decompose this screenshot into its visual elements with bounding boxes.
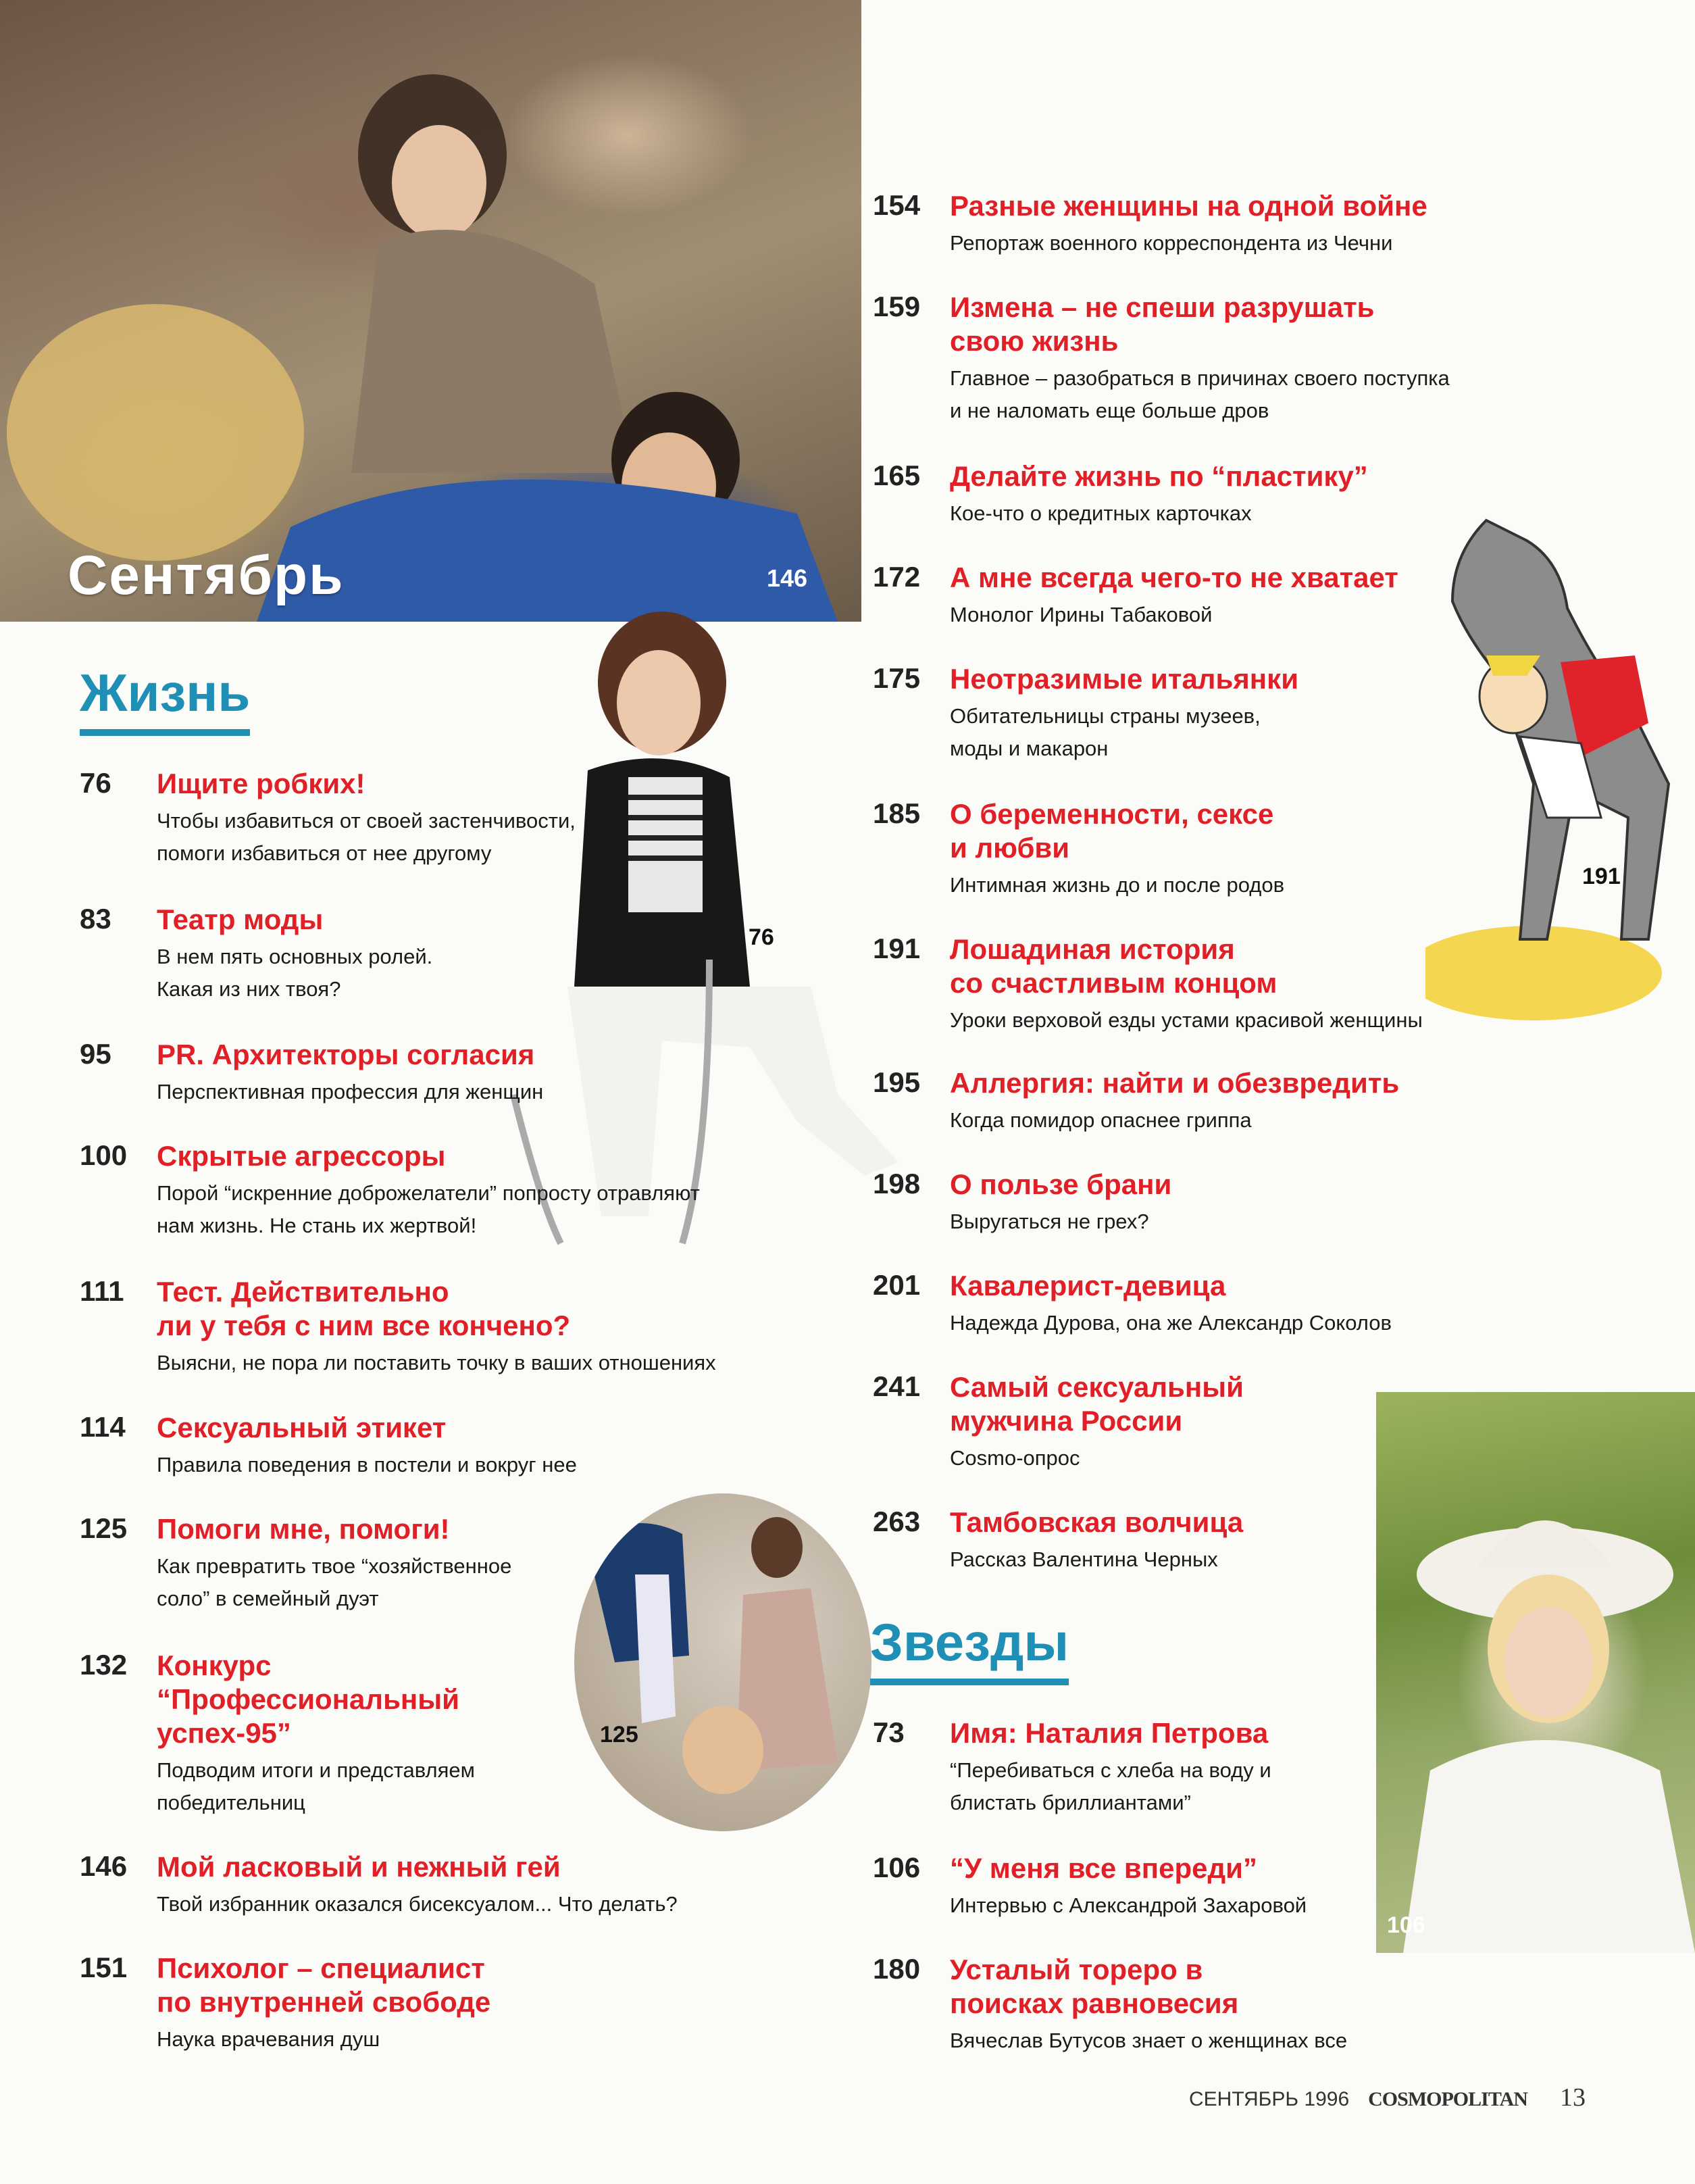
entry-description	[950, 700, 1298, 765]
entry-title	[950, 1953, 1347, 2020]
entry-desc-line: Cosmo-опрос	[950, 1446, 1080, 1470]
entry-desc-line: Когда помидор опаснее гриппа	[950, 1108, 1252, 1132]
entry-desc-line: Кое-что о кредитных карточках	[950, 501, 1252, 525]
entry-desc-line: Монолог Ирины Табаковой	[950, 603, 1213, 626]
entry-description	[950, 362, 1450, 427]
entry-title	[157, 1139, 700, 1173]
entry-page-number: 241	[873, 1370, 921, 1402]
toc-entry-76[interactable]	[80, 767, 576, 870]
section-life-label: Жизнь	[80, 663, 251, 722]
entry-title-line: Разные женщины на одной войне	[950, 190, 1427, 222]
entry-description	[950, 1543, 1243, 1576]
hero-photo	[0, 0, 861, 622]
entry-desc-line: помоги избавиться от нее другому	[157, 841, 492, 865]
entry-title	[157, 903, 432, 937]
entry-title-line: успех-95”	[157, 1717, 291, 1749]
entry-title-line: свою жизнь	[950, 325, 1119, 357]
entry-desc-line: Какая из них твоя?	[157, 977, 341, 1001]
toc-entry-172[interactable]	[873, 561, 1398, 631]
entry-title-line: Психолог – специалист	[157, 1952, 485, 1984]
entry-description	[950, 1004, 1423, 1037]
entry-title-line: и любви	[950, 832, 1070, 864]
entry-title-line: Конкурс	[157, 1649, 272, 1681]
entry-title-line: Помоги мне, помоги!	[157, 1513, 450, 1545]
entry-page-number: 195	[873, 1066, 921, 1098]
entry-page-number: 100	[80, 1139, 128, 1171]
entry-desc-line: Интервью с Александрой Захаровой	[950, 1893, 1307, 1917]
entry-page-number: 151	[80, 1952, 128, 1983]
horse-jockey-illustration	[1425, 500, 1695, 1061]
entry-page-number: 159	[873, 291, 921, 322]
entry-page-number: 165	[873, 460, 921, 491]
entry-title	[950, 1370, 1244, 1438]
toc-entry-111[interactable]	[80, 1275, 716, 1379]
entry-description	[157, 2023, 490, 2056]
toc-entry-114[interactable]	[80, 1411, 577, 1481]
entry-desc-line: Вячеслав Бутусов знает о женщинах все	[950, 2029, 1348, 2052]
entry-title	[157, 1275, 716, 1343]
laundry-circle-photo	[574, 1493, 871, 1831]
entry-title-line: Сексуальный этикет	[157, 1412, 447, 1443]
entry-desc-line: Правила поведения в постели и вокруг нее	[157, 1453, 577, 1476]
section-underline	[80, 729, 250, 736]
entry-page-number: 191	[873, 933, 921, 964]
entry-title-line: ли у тебя с ним все кончено?	[157, 1310, 571, 1341]
entry-title	[950, 1852, 1307, 1885]
toc-entry-180[interactable]	[873, 1953, 1347, 2057]
toc-entry-100[interactable]	[80, 1139, 700, 1242]
entry-title	[950, 933, 1423, 1000]
entry-title	[157, 767, 576, 801]
entry-desc-line: Главное – разобраться в причинах своего поступка	[950, 366, 1450, 390]
entry-description	[950, 869, 1284, 901]
entry-title-line: поисках равновесия	[950, 1987, 1239, 2019]
entry-page-number: 83	[80, 903, 111, 935]
toc-entry-146[interactable]	[80, 1850, 678, 1920]
entry-title	[157, 1512, 511, 1546]
toc-entry-83[interactable]	[80, 903, 432, 1006]
entry-title-line: со счастливым концом	[950, 967, 1277, 999]
hat-woman-photo	[1376, 1392, 1695, 1953]
entry-desc-line: Подводим итоги и представляем	[157, 1758, 475, 1782]
entry-title-line: Измена – не спеши разрушать	[950, 291, 1375, 323]
entry-title	[950, 1716, 1271, 1750]
entry-description	[157, 1550, 511, 1615]
entry-desc-line: Порой “искренние доброжелатели” попросту отравляют	[157, 1181, 700, 1205]
entry-desc-line: Перспективная профессия для женщин	[157, 1080, 544, 1103]
entry-title	[950, 662, 1298, 696]
toc-entry-125[interactable]	[80, 1512, 511, 1615]
toc-entry-185[interactable]	[873, 797, 1284, 901]
entry-page-number: 106	[873, 1852, 921, 1883]
toc-entry-154[interactable]	[873, 189, 1427, 259]
entry-desc-line: Репортаж военного корреспондента из Чечни	[950, 231, 1393, 255]
entry-description	[157, 1754, 475, 1819]
entry-description	[950, 599, 1398, 631]
entry-title-line: Тамбовская волчица	[950, 1506, 1244, 1538]
entry-title	[157, 1411, 577, 1445]
entry-title-line: Ищите робких!	[157, 768, 365, 799]
toc-entry-195[interactable]	[873, 1066, 1399, 1137]
hat-woman-illustration	[1376, 1392, 1695, 1953]
entry-title-line: О беременности, сексе	[950, 798, 1274, 830]
entry-page-number: 172	[873, 561, 921, 593]
photo-page-76: 76	[749, 924, 774, 950]
entry-page-number: 76	[80, 767, 111, 799]
entry-page-number: 198	[873, 1168, 921, 1199]
couple-illustration	[0, 0, 861, 622]
entry-page-number: 201	[873, 1269, 921, 1301]
section-heading-life	[80, 662, 250, 736]
entry-description	[157, 805, 576, 870]
photo-page-106: 106	[1387, 1912, 1425, 1938]
toc-entry-198[interactable]	[873, 1168, 1171, 1238]
entry-description	[950, 1307, 1392, 1339]
entry-title	[157, 1038, 543, 1072]
entry-page-number: 263	[873, 1506, 921, 1537]
entry-desc-line: моды и макарон	[950, 737, 1109, 760]
toc-entry-263[interactable]	[873, 1506, 1243, 1576]
entry-title	[950, 1506, 1243, 1539]
entry-desc-line: Уроки верховой езды устами красивой женщины	[950, 1008, 1423, 1032]
entry-title	[950, 797, 1284, 865]
laundry-illustration	[574, 1493, 871, 1831]
entry-title	[157, 1952, 490, 2019]
entry-title-line: Усталый тореро в	[950, 1954, 1203, 1985]
entry-description	[157, 1888, 678, 1920]
entry-page-number: 132	[80, 1649, 128, 1681]
entry-title	[157, 1850, 678, 1884]
entry-description	[950, 1889, 1307, 1922]
entry-title-line: “Профессиональный	[157, 1683, 459, 1715]
entry-title-line: Театр моды	[157, 903, 324, 935]
entry-page-number: 125	[80, 1512, 128, 1544]
photo-page-125: 125	[600, 1722, 638, 1747]
toc-entry-201[interactable]	[873, 1269, 1392, 1339]
entry-title	[950, 460, 1368, 493]
entry-page-number: 154	[873, 189, 921, 221]
entry-description	[950, 1104, 1399, 1137]
footer-page-number: 13	[1559, 2083, 1586, 2112]
footer-date: СЕНТЯБРЬ 1996	[1189, 2088, 1350, 2110]
entry-title	[950, 189, 1427, 223]
section-underline	[870, 1679, 1069, 1685]
entry-title-line: Неотразимые итальянки	[950, 663, 1299, 695]
entry-desc-line: победительниц	[157, 1791, 305, 1814]
entry-description	[157, 941, 432, 1006]
entry-page-number: 111	[80, 1275, 124, 1307]
entry-desc-line: Выясни, не пора ли поставить точку в ваших отношениях	[157, 1351, 716, 1374]
entry-desc-line: нам жизнь. Не стань их жертвой!	[157, 1214, 477, 1237]
entry-desc-line: Чтобы избавиться от своей застенчивости,	[157, 809, 576, 833]
toc-entry-165[interactable]	[873, 460, 1368, 530]
toc-entry-106[interactable]	[873, 1852, 1307, 1922]
entry-desc-line: Интимная жизнь до и после родов	[950, 873, 1285, 897]
entry-description	[950, 497, 1368, 530]
entry-desc-line: соло” в семейный дуэт	[157, 1587, 379, 1610]
entry-description	[157, 1076, 543, 1108]
entry-description	[157, 1347, 716, 1379]
entry-desc-line: блистать бриллиантами”	[950, 1791, 1191, 1814]
hero-page-number: 146	[767, 564, 808, 592]
entry-description	[950, 1206, 1171, 1238]
entry-desc-line: Обитательницы страны музеев,	[950, 704, 1261, 728]
entry-title	[950, 1066, 1399, 1100]
entry-title-line: “У меня все впереди”	[950, 1852, 1257, 1884]
entry-desc-line: “Перебиваться с хлеба на воду и	[950, 1758, 1271, 1782]
section-heading-stars	[870, 1612, 1069, 1685]
section-stars-label: Звезды	[870, 1612, 1069, 1672]
toc-entry-241[interactable]	[873, 1370, 1244, 1474]
entry-desc-line: Выругаться не грех?	[950, 1210, 1149, 1233]
horse-drawing	[1425, 500, 1695, 1061]
entry-title-line: А мне всегда чего-то не хватает	[950, 562, 1398, 593]
entry-description	[950, 2025, 1347, 2057]
entry-desc-line: Наука врачевания душ	[157, 2027, 380, 2051]
entry-desc-line: Твой избранник оказался бисексуалом... Что делать?	[157, 1892, 678, 1916]
toc-entry-73[interactable]	[873, 1716, 1271, 1819]
footer-brand-logo: COSMOPOLITAN	[1368, 2088, 1527, 2110]
entry-title-line: Аллергия: найти и обезвредить	[950, 1067, 1400, 1099]
toc-entry-151[interactable]	[80, 1952, 490, 2056]
entry-desc-line: В нем пять основных ролей.	[157, 945, 433, 968]
page-footer	[1189, 2083, 1586, 2112]
entry-title	[157, 1649, 475, 1750]
entry-page-number: 114	[80, 1411, 126, 1443]
entry-title-line: PR. Архитекторы согласия	[157, 1039, 535, 1070]
entry-title-line: по внутренней свободе	[157, 1986, 491, 2018]
entry-desc-line: Надежда Дурова, она же Александр Соколов	[950, 1311, 1392, 1335]
entry-description	[950, 227, 1427, 259]
hero-month-title: Сентябрь	[68, 545, 345, 606]
entry-description	[950, 1754, 1271, 1819]
entry-title	[950, 561, 1398, 595]
entry-description	[157, 1177, 700, 1242]
entry-title-line: Самый сексуальный	[950, 1371, 1244, 1403]
entry-title-line: Скрытые агрессоры	[157, 1140, 446, 1172]
entry-title	[950, 1269, 1392, 1303]
entry-page-number: 73	[873, 1716, 905, 1748]
entry-title	[950, 291, 1450, 358]
toc-entry-175[interactable]	[873, 662, 1298, 765]
entry-page-number: 180	[873, 1953, 921, 1985]
entry-title-line: Тест. Действительно	[157, 1276, 449, 1308]
entry-title-line: Делайте жизнь по “пластику”	[950, 460, 1368, 492]
entry-page-number: 185	[873, 797, 921, 829]
toc-entry-191[interactable]	[873, 933, 1423, 1037]
entry-title-line: Кавалерист-девица	[950, 1270, 1226, 1301]
entry-description	[157, 1449, 577, 1481]
entry-title-line: Лошадиная история	[950, 933, 1235, 965]
entry-title	[950, 1168, 1171, 1201]
entry-title-line: Имя: Наталия Петрова	[950, 1717, 1269, 1749]
toc-entry-95[interactable]	[80, 1038, 543, 1108]
entry-description	[950, 1442, 1244, 1474]
entry-page-number: 95	[80, 1038, 111, 1070]
entry-desc-line: и не наломать еще больше дров	[950, 399, 1269, 422]
entry-title-line: мужчина России	[950, 1405, 1183, 1437]
entry-title-line: Мой ласковый и нежный гей	[157, 1851, 561, 1883]
entry-desc-line: Как превратить твое “хозяйственное	[157, 1554, 512, 1578]
entry-page-number: 175	[873, 662, 921, 694]
entry-page-number: 146	[80, 1850, 128, 1882]
photo-page-191: 191	[1582, 864, 1621, 889]
toc-entry-159[interactable]	[873, 291, 1450, 427]
entry-title-line: О пользе брани	[950, 1168, 1172, 1200]
toc-entry-132[interactable]	[80, 1649, 475, 1819]
entry-desc-line: Рассказ Валентина Черных	[950, 1547, 1218, 1571]
